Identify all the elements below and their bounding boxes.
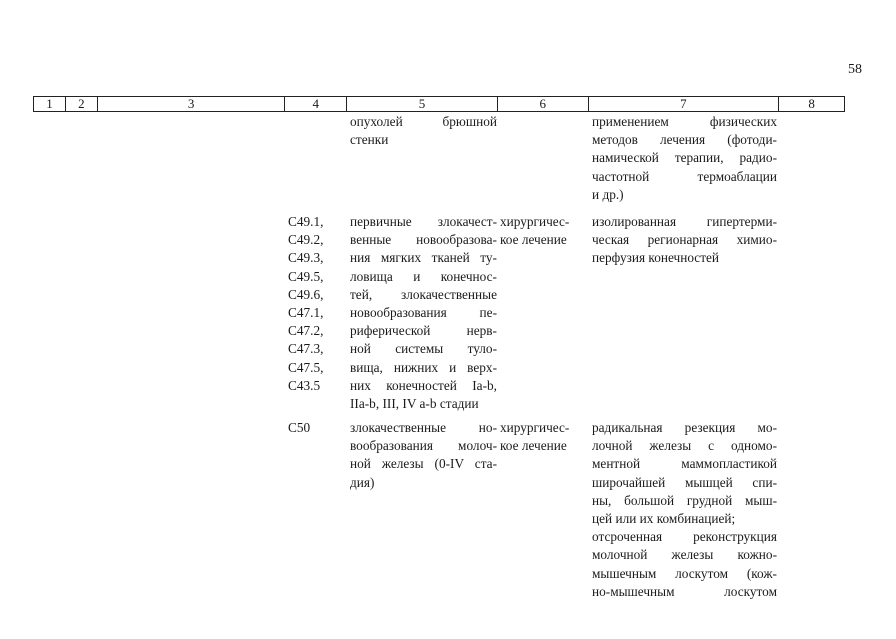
row2-code: C49.2, <box>288 232 324 248</box>
row3-disease-line: вообразования молоч- <box>350 438 497 454</box>
row2-disease-line: венные новообразова- <box>350 232 497 248</box>
row3-code: C50 <box>288 420 311 435</box>
row3-method-line: широчайшей мышцей спи- <box>592 474 777 490</box>
row2-disease-line: первичные злокачест- <box>350 214 497 229</box>
row3-disease-line: ной железы (0-IV ста- <box>350 456 497 472</box>
header-col-3: 3 <box>98 97 286 111</box>
table-header-row <box>33 96 845 112</box>
row1-method-line: и др.) <box>592 186 624 202</box>
row1-disease-cell <box>350 113 497 149</box>
header-col-4: 4 <box>285 97 347 111</box>
row2-code: C49.6, <box>288 286 324 302</box>
row2-disease-cell <box>350 213 497 413</box>
row3-disease-cell <box>350 419 497 492</box>
row1-method-line: намической терапии, радио- <box>592 150 777 166</box>
row2-code: C49.1, <box>288 214 324 229</box>
row2-treatment-cell <box>500 213 582 249</box>
row2-method-line: ческая регионарная химио- <box>592 232 777 248</box>
row2-code: C49.5, <box>288 268 324 284</box>
header-col-1: 1 <box>34 97 66 111</box>
row2-code: C47.2, <box>288 323 324 339</box>
row3-treatment-line: кое лечение <box>500 438 567 454</box>
row2-disease-line: ной системы туло- <box>350 341 497 357</box>
row1-method-line: частотной термоаблации <box>592 168 777 184</box>
row3-treatment-cell <box>500 419 582 455</box>
row2-disease-line: вища, нижних и верх- <box>350 359 497 375</box>
header-col-6: 6 <box>498 97 589 111</box>
row1-disease-line: стенки <box>350 132 389 148</box>
row3-method-line: молочной железы кожно- <box>592 547 777 563</box>
row3-method-cell <box>592 419 777 601</box>
row1-method-line: методов лечения (фотоди- <box>592 132 777 148</box>
row3-method-line: радикальная резекция мо- <box>592 420 777 435</box>
row3-method-line: мышечным лоскутом (кож- <box>592 565 777 581</box>
row2-disease-line: ния мягких тканей ту- <box>350 250 497 266</box>
row1-method-line: применением физических <box>592 114 777 129</box>
row2-method-line: перфузия конечностей <box>592 250 720 266</box>
row2-code: C47.5, <box>288 359 324 375</box>
row1-disease-line: опухолей брюшной <box>350 114 497 129</box>
row2-disease-line: тей, злокачественные <box>350 286 497 302</box>
row3-method-line: ментной маммопластикой <box>592 456 777 472</box>
header-col-5: 5 <box>347 97 498 111</box>
row3-disease-line: дия) <box>350 474 375 490</box>
header-col-2: 2 <box>66 97 98 111</box>
row3-disease-line: злокачественные но- <box>350 420 497 435</box>
row2-code: C43.5 <box>288 377 321 393</box>
header-col-8: 8 <box>808 96 815 111</box>
row3-method-line: лочной железы с одномо- <box>592 438 777 454</box>
row2-method-line: изолированная гипертерми- <box>592 214 777 229</box>
row2-code: C47.3, <box>288 341 324 357</box>
row2-code: C47.1, <box>288 305 324 321</box>
row3-method-line: но-мышечным лоскутом <box>592 583 777 599</box>
header-col-7: 7 <box>589 97 780 111</box>
row3-codes-cell <box>288 419 344 437</box>
row2-treatment-line: кое лечение <box>500 232 567 248</box>
row3-method-line: цей или их комбинацией; <box>592 511 736 527</box>
row2-disease-line: новообразования пе- <box>350 305 497 321</box>
row2-code: C49.3, <box>288 250 324 266</box>
row3-method-line: ны, большой грудной мыш- <box>592 492 777 508</box>
row2-codes-cell <box>288 213 344 395</box>
row2-treatment-line: хирургичес- <box>500 214 570 229</box>
row2-disease-line: ловища и конечнос- <box>350 268 497 284</box>
row2-disease-line: IIa-b, III, IV a-b стадии <box>350 396 479 412</box>
row1-method-cell <box>592 113 777 204</box>
row2-method-cell <box>592 213 777 268</box>
row2-disease-line: риферической нерв- <box>350 323 497 339</box>
row3-method-line: отсроченная реконструкция <box>592 529 777 545</box>
row3-treatment-line: хирургичес- <box>500 420 570 435</box>
page-number: 58 <box>848 62 862 77</box>
row2-disease-line: них конечностей Ia-b, <box>350 377 497 393</box>
